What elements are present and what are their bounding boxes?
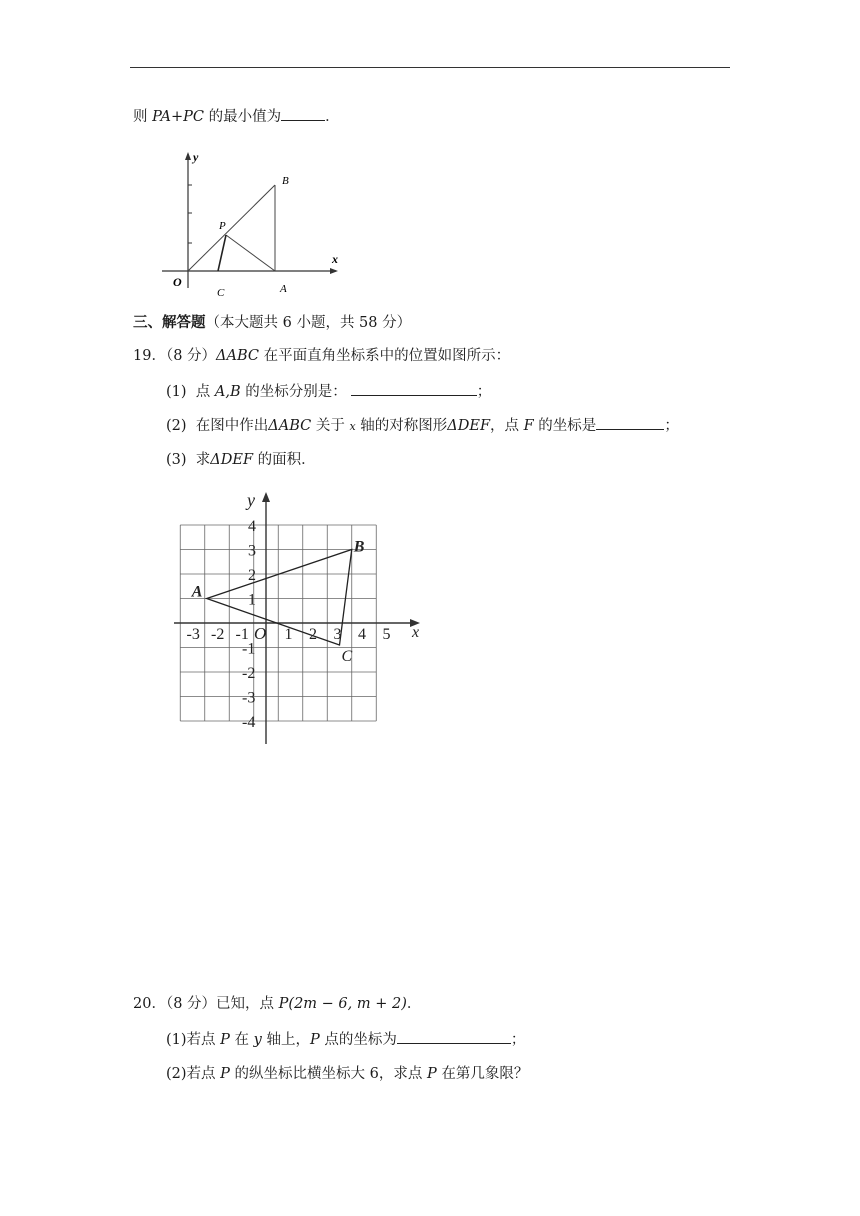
- x-tick-label: -1: [235, 626, 249, 643]
- point-a-label: A: [191, 583, 203, 601]
- q19-grid-figure: [170, 486, 430, 748]
- x-axis-label: x: [412, 624, 420, 641]
- section3-title: 三、解答题: [133, 314, 206, 331]
- q18-prefix: 则: [133, 109, 153, 125]
- q20-part1-text-d: 点的坐标为: [319, 1032, 397, 1048]
- q19-description: 在平面直角坐标系中的位置如图所示：: [259, 348, 511, 364]
- q19-number: 19．（8 分）: [133, 348, 217, 364]
- q20-end: ．: [406, 996, 422, 1012]
- q19-part2-blank[interactable]: [596, 415, 664, 430]
- y-tick-label: -1: [242, 640, 256, 658]
- q18-label-p: P: [219, 220, 226, 232]
- q18-label-y: y: [193, 150, 199, 164]
- q18-label-a: A: [280, 283, 287, 295]
- y-axis-label: y: [247, 490, 255, 510]
- q19-part2: [166, 415, 679, 437]
- q19-part3-number: (3): [166, 452, 187, 468]
- y-tick-label: 4: [248, 518, 256, 535]
- q19-part1-number: (1): [166, 384, 187, 400]
- q18-answer-blank[interactable]: [281, 106, 325, 121]
- q18-y-arrow: [185, 152, 191, 160]
- q20-part1-y: y: [253, 1032, 262, 1048]
- q19-part1-text-b: 的坐标分别是：: [240, 384, 347, 400]
- section3-heading: [133, 313, 411, 333]
- q19-part1: [166, 381, 491, 402]
- y-axis-arrow: [262, 492, 270, 502]
- q18-suffix: 的最小值为: [204, 109, 282, 125]
- q19-part2-text-d: ，点: [490, 418, 524, 434]
- q18-label-b: B: [282, 175, 289, 187]
- q18-segment-ob: [188, 185, 275, 271]
- q20-part2-text-c: 在第几象限？: [436, 1066, 529, 1082]
- q18-label-o: O: [173, 275, 182, 289]
- y-tick-label: 3: [248, 542, 256, 560]
- x-tick-label: 3: [333, 626, 342, 643]
- y-tick-label: -3: [242, 689, 256, 707]
- q19-part2-f: F: [523, 418, 534, 434]
- q18-label-x: x: [332, 252, 338, 266]
- x-tick-label: 4: [358, 626, 366, 643]
- q18-segment-pa: [226, 235, 275, 271]
- q18-figure: [160, 148, 350, 298]
- q20-part1-text-b: 在: [229, 1032, 254, 1048]
- q19-part1-blank[interactable]: [351, 381, 477, 396]
- q19-part2-text-a: 在图中作出: [195, 418, 269, 434]
- x-tick-label: 2: [309, 626, 317, 643]
- q19-part2-text-b: 关于: [311, 418, 350, 434]
- q19-part2-text-c: 轴的对称图形: [355, 418, 448, 434]
- point-b-label: B: [353, 538, 365, 556]
- q19-part3-text-b: 的面积．: [253, 452, 316, 468]
- point-c-label: C: [341, 648, 353, 666]
- q19-triangle: ΔABC: [216, 348, 260, 364]
- q18-x-arrow: [330, 268, 338, 274]
- q19-part3-text-a: 求: [195, 452, 211, 468]
- q20-part1-p2: P: [309, 1032, 320, 1048]
- q19-part3-def: ΔDEF: [210, 452, 254, 468]
- q18-expression: PA+PC: [152, 109, 205, 125]
- x-tick-label: -3: [186, 626, 200, 643]
- x-tick-label: -2: [211, 626, 225, 643]
- q20-stem: [133, 994, 421, 1014]
- q20-part2-text-b: 的纵坐标比横坐标大 6，求点: [229, 1066, 427, 1082]
- x-tick-label: 1: [284, 626, 293, 643]
- q18-end: ．: [325, 109, 340, 125]
- q18-text: [133, 106, 340, 127]
- q20-part1: [166, 1029, 525, 1050]
- q18-label-c: C: [217, 287, 225, 298]
- y-tick-label: 1: [248, 591, 256, 609]
- q19-part1-points: A,B: [214, 384, 241, 400]
- q19-stem: [133, 346, 510, 366]
- q19-part2-text-e: 的坐标是: [533, 418, 597, 434]
- origin-label: O: [254, 624, 267, 643]
- triangle-abc: [207, 550, 352, 646]
- x-tick-label: 5: [382, 626, 391, 643]
- q20-point: P(2m − 6, m + 2): [278, 996, 407, 1012]
- q20-number: 20．（8 分）已知，点: [133, 996, 279, 1012]
- q19-part3: [166, 450, 316, 470]
- q20-part1-text-c: 轴上，: [261, 1032, 310, 1048]
- q19-part1-end: ；: [476, 384, 492, 400]
- q19-part2-triangle: ΔABC: [268, 418, 312, 434]
- q20-part2-p: P: [220, 1066, 230, 1082]
- header-rule: [130, 67, 730, 68]
- q20-part1-text-a: (1)若点: [166, 1032, 221, 1048]
- q20-part1-blank[interactable]: [397, 1029, 511, 1044]
- q20-part2-p2: P: [426, 1066, 437, 1082]
- q19-part2-x: x: [349, 420, 356, 433]
- y-tick-label: 2: [248, 567, 256, 584]
- q20-part1-end: ；: [510, 1032, 526, 1048]
- q19-part2-def: ΔDEF: [447, 418, 491, 434]
- q20-part2: [166, 1064, 528, 1084]
- q19-part2-number: (2): [166, 418, 187, 434]
- y-tick-label: -4: [242, 714, 256, 731]
- section3-info: （本大题共 6 小题，共 58 分）: [205, 315, 412, 331]
- q19-part1-text-a: 点: [195, 384, 215, 400]
- q20-part1-p: P: [220, 1032, 230, 1048]
- q20-part2-text-a: (2)若点: [166, 1066, 221, 1082]
- y-tick-label: -2: [242, 665, 256, 682]
- q19-part2-end: ；: [664, 418, 679, 434]
